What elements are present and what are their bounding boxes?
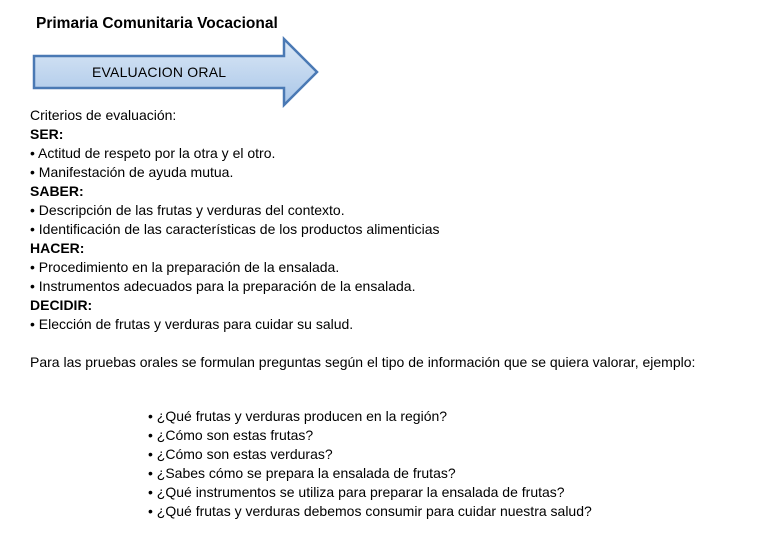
- arrow-label: EVALUACION ORAL: [92, 64, 227, 80]
- question-item: • ¿Cómo son estas verduras?: [148, 446, 333, 462]
- list-item: • Procedimiento en la preparación de la ensalada.: [30, 259, 340, 275]
- list-item: • Instrumentos adecuados para la preparación de la ensalada.: [30, 278, 416, 294]
- hacer-heading: HACER:: [30, 240, 85, 256]
- question-item: • ¿Qué frutas y verduras producen en la región?: [148, 408, 448, 424]
- list-item: • Identificación de las características de los productos alimenticias: [30, 221, 440, 237]
- oral-test-paragraph: Para las pruebas orales se formulan preguntas según el tipo de información que se quiera valorar, ejemplo:: [30, 354, 696, 370]
- criteria-section: [30, 106, 750, 334]
- ser-heading: SER:: [30, 126, 64, 142]
- saber-heading: SABER:: [30, 183, 84, 199]
- school-title: Primaria Comunitaria Vocacional: [36, 15, 278, 32]
- list-item: • Actitud de respeto por la otra y el otro.: [30, 145, 276, 161]
- question-item: • ¿Qué instrumentos se utiliza para preparar la ensalada de frutas?: [148, 484, 565, 500]
- question-item: • ¿Cómo son estas frutas?: [148, 427, 314, 443]
- list-item: • Elección de frutas y verduras para cuidar su salud.: [30, 316, 354, 332]
- question-item: • ¿Qué frutas y verduras debemos consumir para cuidar nuestra salud?: [148, 503, 592, 519]
- criteria-intro: Criterios de evaluación:: [30, 107, 177, 123]
- list-item: • Descripción de las frutas y verduras del contexto.: [30, 202, 345, 218]
- decidir-heading: DECIDIR:: [30, 297, 93, 313]
- question-item: • ¿Sabes cómo se prepara la ensalada de frutas?: [148, 465, 456, 481]
- question-list: [148, 407, 748, 521]
- list-item: • Manifestación de ayuda mutua.: [30, 164, 234, 180]
